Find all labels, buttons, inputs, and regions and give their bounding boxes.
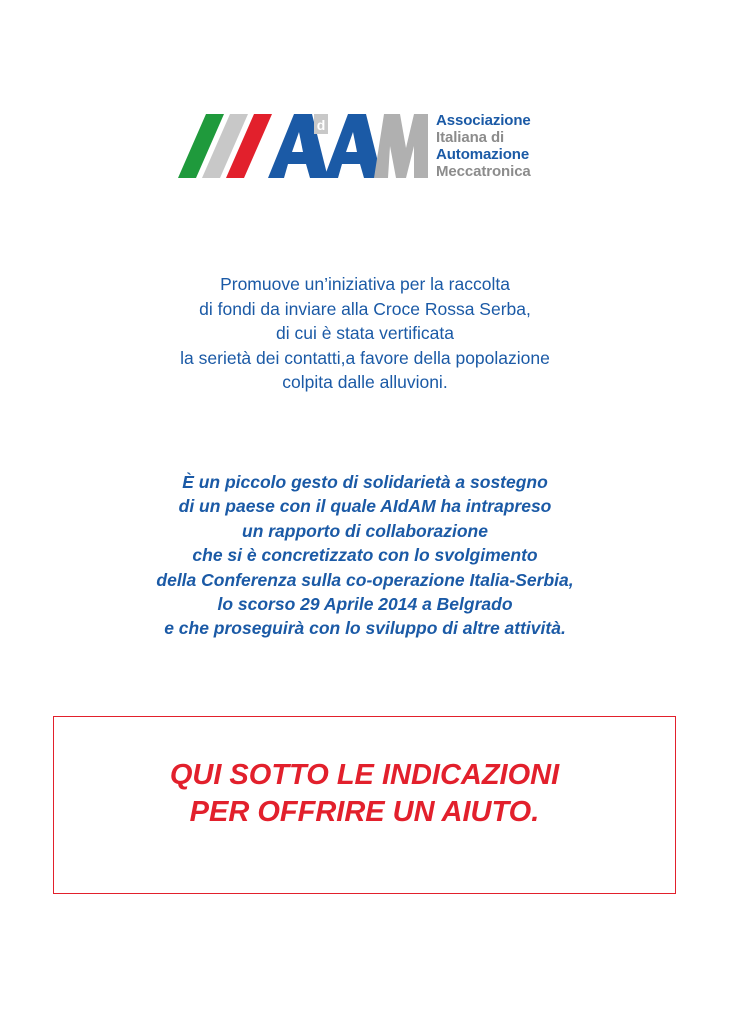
callout-line: QUI SOTTO LE INDICAZIONI xyxy=(169,759,560,791)
intro-line: colpita dalle alluvioni. xyxy=(282,372,448,392)
solidarity-line: lo scorso 29 Aprile 2014 a Belgrado xyxy=(217,594,513,615)
intro-line: la serietà dei contatti,a favore della popolazione xyxy=(180,347,550,368)
aidam-logo xyxy=(178,108,578,184)
logo-name-line-3: Automazione xyxy=(436,146,530,163)
solidarity-line: È un piccolo gesto di solidarietà a sostegno xyxy=(182,472,548,492)
logo-name-line-2: Italiana di xyxy=(436,129,505,146)
solidarity-line: che si è concretizzato con lo svolgimento xyxy=(192,545,538,566)
intro-line: Promuove un’iniziativa per la raccolta xyxy=(220,274,510,294)
solidarity-line: della Conferenza sulla co-operazione Italia-Serbia, xyxy=(156,569,574,590)
callout-line: PER OFFRIRE UN AIUTO. xyxy=(189,796,540,828)
donation-callout-text xyxy=(54,757,675,831)
solidarity-paragraph xyxy=(0,470,730,641)
aidam-logo-mark xyxy=(178,108,428,184)
intro-paragraph xyxy=(0,272,730,395)
donation-callout-box xyxy=(53,716,676,894)
logo-association-name xyxy=(436,112,531,180)
logo-name-line-1: Associazione xyxy=(436,112,531,129)
logo-name-line-4: Meccatronica xyxy=(436,163,531,180)
solidarity-line: e che proseguirà con lo sviluppo di altre attività. xyxy=(164,618,566,639)
intro-line: di cui è stata vertificata xyxy=(276,323,454,343)
intro-line: di fondi da inviare alla Croce Rossa Serba, xyxy=(199,298,531,319)
solidarity-line: un rapporto di collaborazione xyxy=(242,520,488,541)
solidarity-line: di un paese con il quale AIdAM ha intrapreso xyxy=(178,496,552,517)
svg-text:d: d xyxy=(316,117,326,133)
